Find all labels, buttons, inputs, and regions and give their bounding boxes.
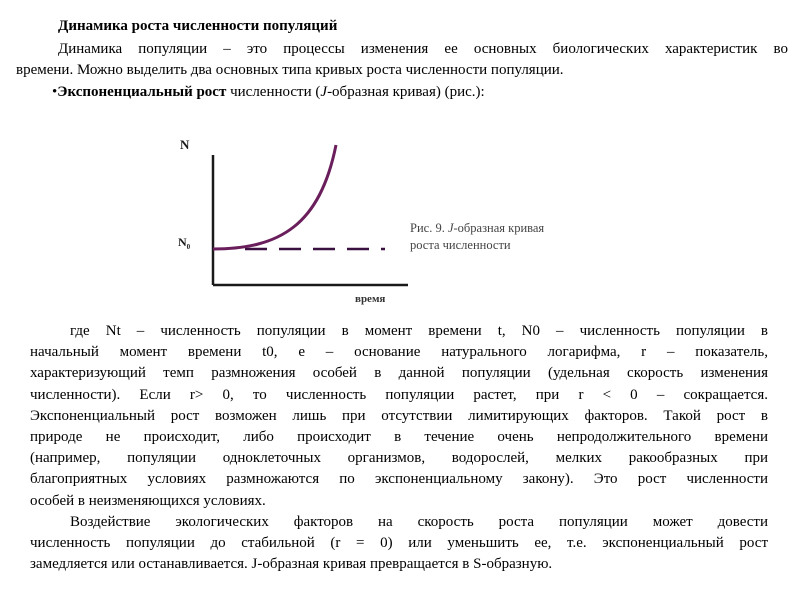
paragraph2-row: численность популяции до стабильной (r = 0) или уменьшить ее, т.е. экспоненциальный рост [30, 535, 768, 552]
paragraph1-row: характеризующий темп размножения особей в данной популяции (удельная скорость изменения [30, 365, 768, 382]
paragraph1-row: Экспоненциальный рост возможен лишь при отсутствии лимитирующих факторов. Такой рост в [30, 407, 768, 424]
paragraph-exponential [30, 321, 768, 512]
paragraph1-row: благоприятных условиях размножаются по экспоненциальному закону). Это рост численности [30, 471, 768, 488]
paragraph-environmental-factors [30, 512, 768, 576]
intro-line-2: времени. Можно выделить два основных типа кривых роста численности популяции. [16, 62, 564, 78]
n0-label-sub: 0 [186, 243, 191, 251]
paragraph1-row: природе не происходит, либо происходит в течение очень непродолжительного времени [30, 429, 768, 446]
caption-rest: -образная кривая [453, 221, 545, 235]
y-axis-label: N [180, 137, 190, 152]
figure-caption-line-2: роста численности [410, 238, 511, 252]
n0-label [178, 235, 191, 251]
intro-line-1: Динамика популяции – это процессы изменения ее основных биологических характеристик во [58, 41, 788, 57]
page-title: Динамика роста численности популяций [58, 18, 338, 34]
bullet-bold-term: Экспоненциальный рост [57, 84, 227, 100]
paragraph2-row: замедляется или останавливается. J-образная кривая превращается в S-образную. [30, 556, 553, 573]
bullet-exponential [52, 83, 485, 101]
j-curve [213, 145, 336, 249]
paragraph1-row: (например, популяции одноклеточных организмов, водорослей, мелких ракообразных при [30, 450, 768, 467]
caption-j: J [447, 221, 454, 235]
paragraph1-row: где Nt – численность популяции в момент времени t, N0 – численность популяции в [70, 323, 768, 339]
figure-caption-line-1 [410, 221, 544, 235]
paragraph1-row: начальный момент времени t0, e – основание натурального логарифма, r – показатель, [30, 344, 768, 361]
n0-label-main: N [178, 235, 187, 249]
caption-prefix: Рис. 9. [410, 221, 448, 235]
bullet-text-1: численности ( [226, 84, 321, 100]
bullet-marker: • [52, 84, 58, 100]
bullet-text-2: -образная кривая) (рис.): [327, 84, 485, 100]
x-axis-label: время [355, 293, 386, 305]
paragraph2-row: Воздействие экологических факторов на скорость роста популяции может довести [70, 514, 768, 530]
paragraph1-row: численности). Если r> 0, то численность популяции растет, при r < 0 – сокращается. [30, 386, 768, 403]
bullet-j-letter: J [320, 84, 328, 100]
paragraph1-row: особей в неизменяющихся условиях. [30, 492, 266, 509]
j-curve-figure [170, 125, 590, 310]
